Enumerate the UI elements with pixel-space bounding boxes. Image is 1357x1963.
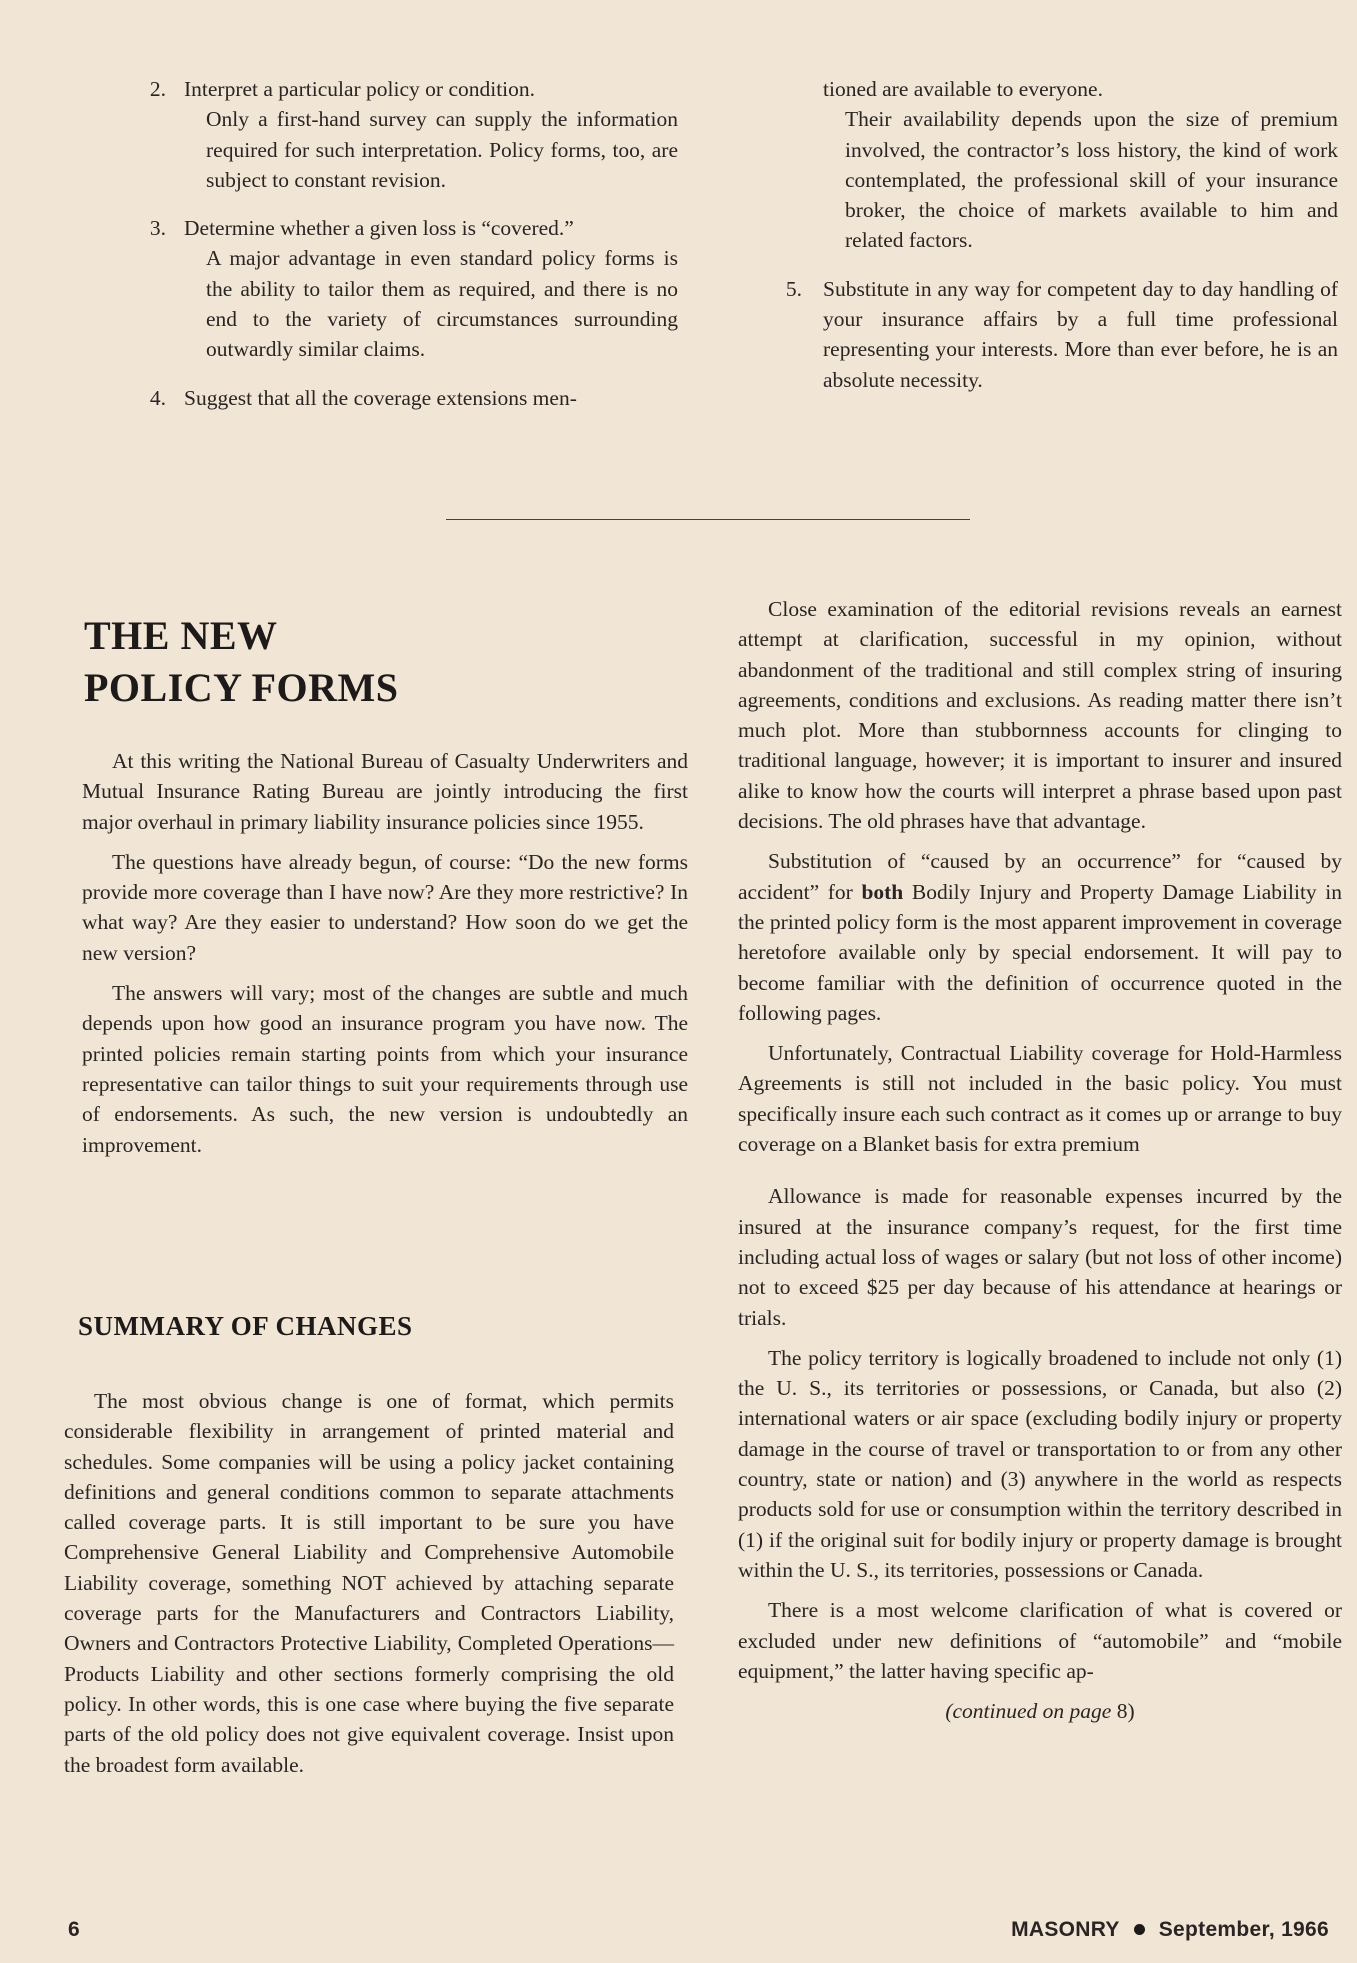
top-right-column (785, 74, 1338, 413)
paragraph (738, 846, 1342, 1028)
text-run: Substitution of “caused by an occurrence” for “caused by accident” for (738, 849, 1342, 904)
paragraph: The answers will vary; most of the changes are subtle and much depends upon how good an insurance program you have now. The printed policies remain starting points from which your insurance representative can tailor things to suit your requirements through use of endorsements. As such, the new version is undoubtedly an improvement. (82, 981, 688, 1157)
text-run: Bodily Injury and Property Damage Liability in the printed policy form is the most apparent improvement in coverage heretofore available only by special endorsement. It will pay to become familiar with the definition of occurrence quoted in the following pages. (738, 879, 1343, 1025)
paragraph: The policy territory is logically broadened to include not only (1) the U. S., its territories or possessions, or Canada, but also (2) international waters or air space (excluding bodily injury or property damage in the course of travel or transportation to or from any other country, state or nation) and (3) anywhere in the world as respects products sold for use or consumption within the territory described in (1) if the original suit for bodily injury or property damage is brought within the U. S., its territories, possessions or Canada. (738, 1345, 1342, 1582)
summary-column (64, 1386, 674, 1790)
list-number: 5. (785, 276, 802, 301)
right-column (738, 594, 1342, 1726)
bold-text: both (861, 879, 904, 904)
paragraph: Unfortunately, Contractual Liability coverage for Hold-Harmless Agreements is still not included in the basic policy. You must specifically insure each such contract as it comes up or arrange to buy coverage on a Blanket basis for extra premium (738, 1041, 1342, 1157)
list-item-3 (130, 213, 678, 364)
bullet-icon (1134, 1924, 1145, 1935)
intro-column (82, 746, 688, 1170)
paragraph: Close examination of the editorial revisions reveals an earnest attempt at clarification, successful in my opinion, without abandonment of the traditional and still complex string of insuring agreements, conditions and exclusions. As reading matter there isn’t much plot. More than stubbornness accounts for clinging to traditional language, however; it is important to insurer and insured alike to know how the courts will interpret a phrase based upon past decisions. The old phrases have that advantage. (738, 597, 1342, 834)
section-heading: SUMMARY OF CHANGES (78, 1311, 413, 1341)
article-title-line-1: THE NEW (84, 613, 278, 658)
article-title-line-2: POLICY FORMS (84, 665, 399, 710)
footer-masthead (1011, 1918, 1329, 1942)
continued-page: 8) (1116, 1699, 1135, 1724)
page-number: 6 (68, 1918, 80, 1941)
list-item-body: A major advantage in even standard policy forms is the ability to tailor them as required, and there is no end to the variety of circumstances surrounding outwardly similar claims. (206, 246, 678, 362)
list-item-lead: Suggest that all the coverage extensions men- (184, 385, 577, 410)
list-item-2 (130, 74, 678, 195)
issue-date: September, 1966 (1158, 1918, 1329, 1941)
article-title (84, 610, 399, 714)
paragraph: Allowance is made for reasonable expenses incurred by the insured at the insurance company’s request, for the first time including actual loss of wages or salary (but not loss of other income) not to exceed $25 per day because of his attendance at hearings or trials. (738, 1184, 1342, 1330)
spacer (738, 1169, 1342, 1181)
paragraph: The questions have already begun, of course: “Do the new forms provide more coverage than I have now? Are they more restrictive? In what way? Are they easier to understand? How soon do we get the new version? (82, 849, 688, 965)
list-item-lead: Interpret a particular policy or condition. (184, 77, 536, 101)
top-left-column (130, 74, 678, 431)
list-number: 2. (149, 77, 166, 101)
list-number: 3. (149, 216, 166, 241)
paragraph: There is a most welcome clarification of what is covered or excluded under new definitions of “automobile” and “mobile equipment,” the latter having specific ap- (738, 1598, 1342, 1683)
list-item-4 (130, 383, 678, 413)
list-item-lead: Determine whether a given loss is “covered.” (184, 216, 574, 241)
continued-text: (continued on page (945, 1699, 1112, 1724)
paragraph: At this writing the National Bureau of Casualty Underwriters and Mutual Insurance Rating Bureau are jointly introducing the first major overhaul in primary liability insurance policies since 1955. (82, 749, 688, 834)
list-item-4-body: Their availability depends upon the size of premium involved, the contractor’s loss history, the kind of work contemplated, the professional skill of your insurance broker, the choice of markets available to him and related factors. (845, 107, 1338, 253)
paragraph: The most obvious change is one of format, which permits considerable flexibility in arrangement of printed material and schedules. Some companies will be using a policy jacket containing definitions and general conditions common to separate attachments called coverage parts. It is still important to be sure you have Comprehensive General Liability and Comprehensive Automobile Liability coverage, something NOT achieved by attaching separate coverage parts for the Manufacturers and Contractors Liability, Owners and Contractors Protective Liability, Completed Operations—Products Liability and other sections formerly comprising the old policy. In other words, this is one case where buying the five separate parts of the old policy does not give equivalent coverage. Insist upon the broadest form available. (64, 1389, 674, 1777)
section-divider (446, 519, 970, 520)
list-number: 4. (149, 385, 166, 410)
magazine-name: MASONRY (1011, 1918, 1120, 1941)
continued-note (738, 1696, 1342, 1726)
list-item-text: Substitute in any way for competent day to day handling of your insurance affairs by a full time professional representing your interests. More than ever before, he is an absolute necessity. (823, 276, 1338, 392)
list-item-5 (785, 274, 1338, 395)
list-item-4-continuation: tioned are available to everyone. (823, 77, 1103, 101)
list-item-body: Only a first-hand survey can supply the information required for such interpretation. Policy forms, too, are subject to constant revision. (206, 107, 678, 192)
